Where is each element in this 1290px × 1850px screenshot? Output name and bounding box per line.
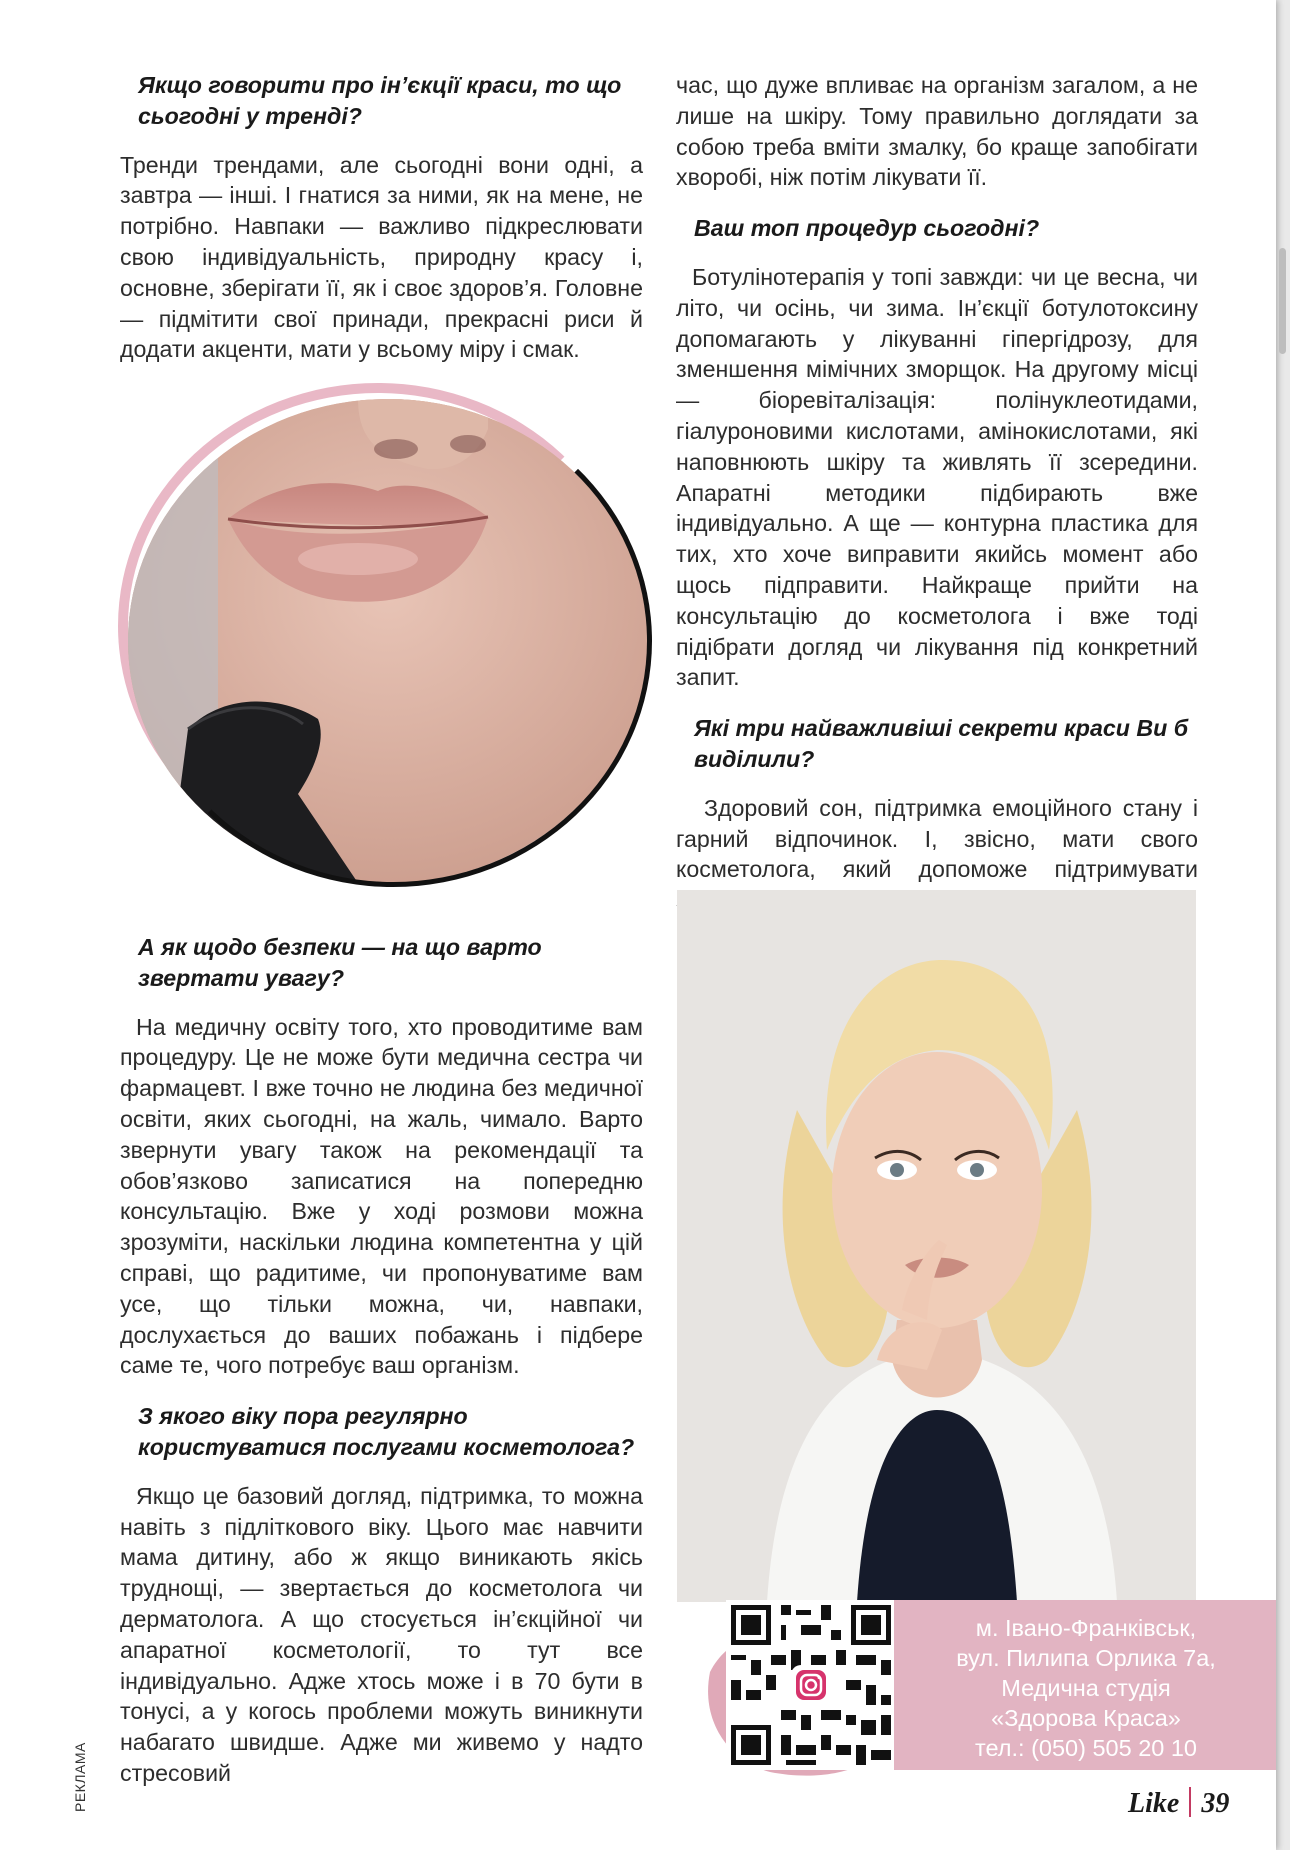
page-number: 39 [1201, 1788, 1230, 1819]
answer-age: Якщо це базовий догляд, підтримка, то можна навіть з підліткового віку. Цього має навчити мама дитину, або ж якщо виникають якісь труднощі, — звертається до косметолога чи дерматолога. А що стосується ін’єкційної чи апаратної косметології, то тут все індивідуально. Адже хтось може і в 70 бути в тонусі, а у когось проблеми можуть виникнути набагато швидше. Адже ми живемо у надто стресовий [120, 1482, 643, 1786]
footer-separator [1189, 1787, 1191, 1817]
answer-safety: На медичну освіту того, хто проводитиме вам процедуру. Це не може бути медична сестра чи фармацевт. І вже точно не людина без медичної освіти, яких сьогодні, на жаль, чимало. Варто звернути увагу також на рекомендації та обов’язково записатися на попередню консультацію. Вже у ході розмови можна зрозуміти, наскільки людина компетентна у цій справі, що радитиме, чи пропонуватиме вам усе, що тільки можна, чи, навпаки, дослухається до ваших побажань і підбере саме те, чого потребує ваш організм. [120, 1013, 643, 1379]
address-street: вул. Пилипа Орлика 7а, [956, 1645, 1216, 1671]
scrollbar[interactable] [1279, 248, 1286, 354]
studio-name: «Здорова Краса» [991, 1705, 1181, 1731]
answer-secrets: Здоровий сон, підтримка емоційного стану і гарний відпочинок. І, звісно, мати свого косметолога, який допоможе підтримувати [676, 794, 1198, 883]
portrait-illustration [677, 890, 1196, 1602]
question-secrets: Які три найважливіші секрети краси Ви б виділили? [694, 715, 1189, 772]
qr-code-graphic [726, 1600, 896, 1770]
advertisement-label: РЕКЛАМА [72, 1742, 88, 1812]
phone-number[interactable]: тел.: (050) 505 20 10 [974, 1735, 1198, 1761]
question-age: З якого віку пора регулярно користуватися послугами косметолога? [138, 1403, 635, 1460]
question-top-procedures: Ваш топ процедур сьогодні? [694, 215, 1040, 242]
address-city: м. Івано-Франківськ, [975, 1615, 1197, 1641]
magazine-name: Like [1128, 1788, 1180, 1819]
contact-block [700, 1600, 1276, 1770]
right-column [676, 70, 1198, 936]
page-footer [1128, 1787, 1229, 1820]
question-safety: А як щодо безпеки — на що варто звертати увагу? [138, 934, 542, 991]
question-trends: Якщо говорити про ін’єкції краси, то що сьогодні у тренді? [138, 72, 622, 129]
lips-photo [118, 383, 650, 893]
answer-top-procedures: Ботулінотерапія у топі завжди: чи це весна, чи літо, чи осінь, чи зима. Ін’єкції ботулотоксину допомагають у лікуванні гіпергідрозу, для зменшення мімічних зморщок. На другому місці — біоревіталізація: полінуклеотидами, гіалуроновими кислотами, амінокислотами, які наповнюють шкіру та живлять її зсередини. Апаратні методики підбирають вже індивідуально. А ще — контурна пластика для тих, хто хоче виправити якийсь момент або щось підправити. Найкраще прийти на консультацію до косметолога і вже тоді підібрати догляд чи лікування під конкретний запит. [676, 263, 1198, 691]
answer-trends: Тренди трендами, але сьогодні вони одні, а завтра — інші. І гнатися за ними, як на мене, не потрібно. Навпаки — важливо підкреслювати свою індивідуальність, природну красу і, основне, зберігати її, як і своє здоров’я. Головне — підмітити свої принади, прекрасні риси й додати акценти, мати у всьому міру і смак. [120, 151, 643, 363]
left-column-lower [120, 932, 643, 1809]
answer-age-continued: час, що дуже впливає на організм загалом, а не лише на шкіру. Тому правильно доглядати за собою треба вміти змалку, бо краще запобігати хворобі, ніж потім лікувати її. [676, 72, 1198, 191]
black-ring [134, 395, 652, 887]
left-column [120, 70, 643, 385]
qr-code[interactable] [726, 1600, 896, 1770]
address-box [894, 1600, 1276, 1770]
cosmetologist-portrait [677, 890, 1196, 1602]
studio-label: Медична студія [1001, 1675, 1171, 1701]
